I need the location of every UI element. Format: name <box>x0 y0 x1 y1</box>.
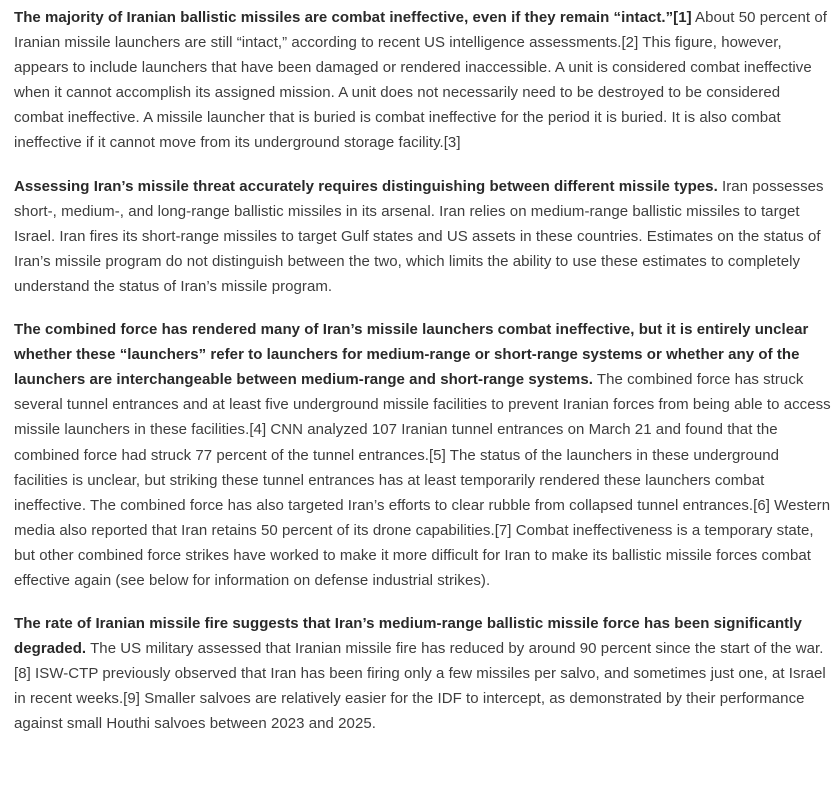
paragraph-missile-fire-rate <box>14 611 831 736</box>
paragraph-text: The combined force has struck several tunnel entrances and at least five underground missile facilities to prevent Iranian forces from being able to access missile launchers in these facilities.[4] CNN analyzed 107 Iranian tunnel entrances on March 21 and found that the combined force had struck 77 percent of the tunnel entrances.[5] The status of the launchers in these underground facilities is unclear, but striking these tunnel entrances has at least temporarily rendered these launchers combat ineffective. The combined force has also targeted Iran’s efforts to clear rubble from collapsed tunnel entrances.[6] Western media also reported that Iran retains 50 percent of its drone capabilities.[7] Combat ineffectiveness is a temporary state, but other combined force strikes have worked to make it more difficult for Iran to make its ballistic missile forces combat effective again (see below for information on defense industrial strikes). <box>14 371 831 589</box>
paragraph-text: Iran possesses short-, medium-, and long-range ballistic missiles in its arsenal. Iran relies on medium-range ballistic missiles to target Israel. Iran fires its short-range missiles to target Gulf states and US assets in these countries. Estimates on the status of Iran’s missile program do not distinguish between the two, which limits the ability to use these estimates to completely understand the status of Iran’s missile program. <box>14 177 824 295</box>
paragraph-launchers <box>14 317 831 593</box>
paragraph-lead: The combined force has rendered many of Iran’s missile launchers combat ineffective, but it is entirely unclear whether these “launchers” refer to launchers for medium-range or short-range systems or whether any of the launchers are interchangeable between medium-range and short-range systems. <box>14 321 809 389</box>
paragraph-missile-types <box>14 174 831 299</box>
paragraph-lead: The majority of Iranian ballistic missiles are combat ineffective, even if they remain “intact.”[1] <box>14 9 692 26</box>
paragraph-text: The US military assessed that Iranian missile fire has reduced by around 90 percent since the start of the war.[8] ISW-CTP previously observed that Iran has been firing only a few missiles per salvo, and sometimes just one, at Israel in recent weeks.[9] Smaller salvoes are relatively easier for the IDF to intercept, as demonstrated by their performance against small Houthi salvoes between 2023 and 2025. <box>14 640 826 733</box>
paragraph-text: About 50 percent of Iranian missile launchers are still “intact,” according to recent US intelligence assessments.[2] This figure, however, appears to include launchers that have been damaged or rendered inaccessible. A unit is considered combat ineffective when it cannot accomplish its assigned mission. A unit does not necessarily need to be destroyed to be considered combat ineffective. A missile launcher that is buried is combat ineffective for the period it is buried. It is also combat ineffective if it cannot move from its underground storage facility.[3] <box>14 9 827 152</box>
paragraph-lead: The rate of Iranian missile fire suggests that Iran’s medium-range ballistic missile force has been significantly degraded. <box>14 615 802 658</box>
paragraph-lead: Assessing Iran’s missile threat accurately requires distinguishing between different missile types. <box>14 177 718 195</box>
paragraph-combat-ineffective <box>14 5 831 156</box>
